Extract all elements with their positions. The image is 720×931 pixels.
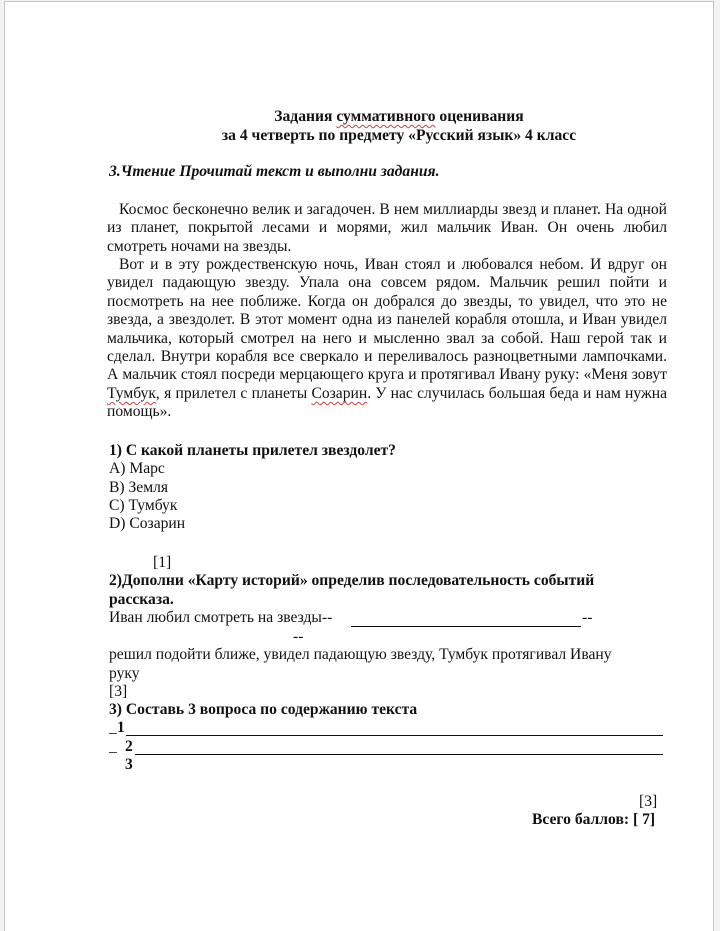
- story-events: решил подойти ближе, увидел падающую звезду, Тумбук протягивал Ивану: [109, 646, 612, 663]
- text-paragraph-2: [107, 256, 667, 422]
- title-text: Задания: [274, 108, 337, 125]
- story-blank-field[interactable]: [351, 610, 581, 627]
- option-c: C) Тумбук: [109, 497, 178, 514]
- title-text: оценивания: [435, 108, 524, 125]
- story-start: [109, 609, 332, 627]
- line-prefix: _: [109, 738, 117, 755]
- question-line-1: [107, 719, 667, 737]
- document-page: [4, 1, 714, 931]
- dash-center: --: [293, 628, 304, 645]
- line-number: 1: [117, 719, 125, 736]
- paragraph-text: . У нас случилась большая беда и нам нужна помощь».: [107, 384, 667, 421]
- question-3-score: [3]: [639, 793, 658, 810]
- text-paragraph-1: Космос бесконечно велик и загадочен. В нем миллиарды звезд и планет. На одной из планет, покрытой лесами и морями, жил мальчик Иван. Он очень любил смотреть ночами на звезды.: [107, 201, 667, 255]
- line-number: 3: [125, 756, 133, 773]
- question-3-text: 3) Составь 3 вопроса по содержанию текста: [109, 701, 418, 718]
- total-score: [532, 811, 655, 829]
- option-d: D) Созарин: [109, 515, 186, 532]
- line-number: 2: [125, 738, 133, 755]
- question-answer-field-1[interactable]: [126, 719, 663, 736]
- title-line-2: за 4 четверть по предмету «Русский язык» 4 класс: [221, 127, 577, 144]
- paragraph-text: , я прилетел с планеты: [155, 384, 312, 402]
- question-1-text: 1) С какой планеты прилетел звездолет?: [109, 442, 396, 459]
- dash-after-blank: --: [582, 609, 593, 626]
- option-b: B) Земля: [109, 479, 169, 496]
- spellcheck-word[interactable]: Тумбук: [107, 384, 156, 402]
- line-prefix: _: [109, 719, 117, 736]
- paragraph-text: Вот и в эту рождественскую ночь, Иван стоял и любовался небом. И вдруг он увидел падающую звезду. Упала она совсем рядом. Мальчик решил пойти и посмотреть на нее поближе. Когда он добрался до звезды, то увидел, что это не звезда, а звездолет. В этот момент одна из панелей корабля отошла, и Иван увидел мальчика, который смотрел на него и мысленно звал за собой. Наш герой так и сделал. Внутри корабля все сверкало и переливалось разноцветными лампочками. А мальчик стоял посреди мерцающего круга и протягивал Ивану руку: «Меня зовут: [107, 256, 667, 384]
- total-value: [ 7]: [632, 811, 656, 828]
- question-2-score: [3]: [109, 683, 128, 700]
- spellcheck-word[interactable]: суммативного: [336, 108, 436, 125]
- question-line-2: [107, 738, 667, 756]
- question-2-text-line-1: 2)Дополни «Карту историй» определив последовательность событий: [109, 572, 595, 589]
- option-a: A) Марс: [109, 460, 165, 477]
- question-line-3: [107, 756, 667, 774]
- total-label: Всего баллов:: [532, 811, 633, 828]
- question-2-text-line-2: рассказа.: [109, 591, 174, 608]
- title-line-1: [107, 108, 691, 126]
- question-1-score: [1]: [153, 554, 172, 571]
- question-answer-field-2[interactable]: [135, 738, 663, 755]
- section-heading: 3.Чтение Прочитай текст и выполни задания.: [109, 163, 440, 180]
- story-start-text: Иван любил смотреть на звезды--: [109, 609, 333, 626]
- spellcheck-word[interactable]: Созарин: [311, 384, 368, 402]
- story-events-cont: руку: [109, 665, 140, 682]
